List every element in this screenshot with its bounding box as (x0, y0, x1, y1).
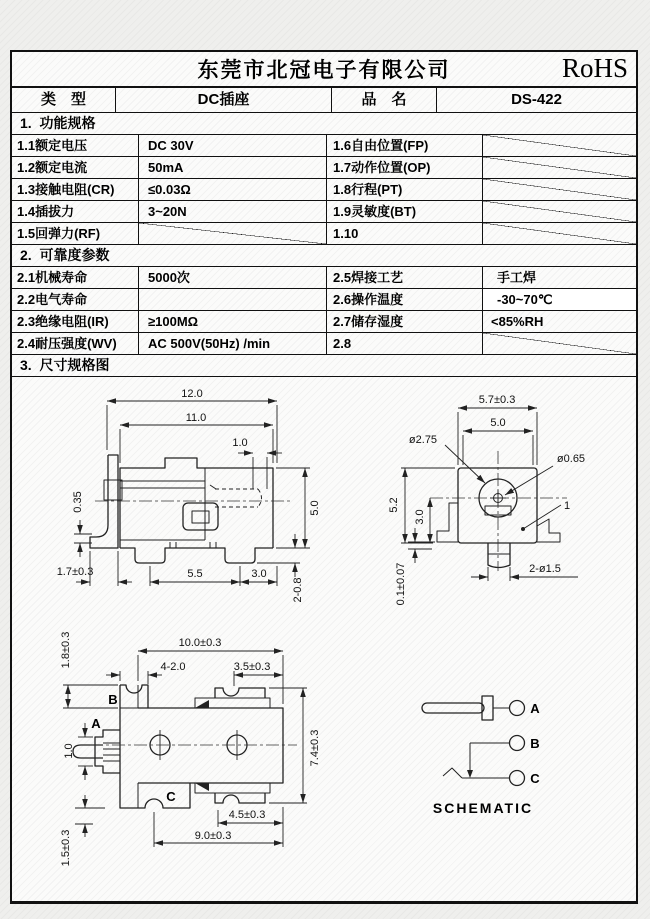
spec-label: 2.4耐压强度(WV) (12, 333, 139, 354)
spec-value-empty (483, 201, 636, 222)
dim-label: 11.0 (185, 412, 207, 424)
dim-label: 10.0±0.3 (178, 637, 222, 649)
schematic-drawing (405, 683, 595, 833)
dim-label: 2-ø1.5 (529, 563, 561, 575)
spec-label: 2.5焊接工艺 (327, 267, 483, 288)
spec-row (12, 135, 636, 157)
dim-label: 1.8±0.3 (60, 631, 72, 669)
side-view-drawing (50, 385, 340, 620)
spec-value: -30~70℃ (483, 289, 636, 310)
spec-row (12, 289, 636, 311)
spec-label: 2.7储存湿度 (327, 311, 483, 332)
spec-value: 50mA (139, 157, 327, 178)
spec-row (12, 267, 636, 289)
spec-row (12, 179, 636, 201)
dim-label: 3.0 (251, 568, 267, 580)
dim-label: 1.7±0.3 (56, 566, 94, 578)
switch-arrow (467, 770, 473, 778)
dimension-drawings-area (12, 377, 636, 906)
spec-label: 1.7动作位置(OP) (327, 157, 483, 178)
dim-label: 0.35 (72, 491, 84, 513)
spec-label: 2.8 (327, 333, 483, 354)
dim-label: 1.0 (63, 743, 75, 759)
spec-row (12, 201, 636, 223)
spec-value: 5000次 (139, 267, 327, 288)
spec-label: 1.3接触电阻(CR) (12, 179, 139, 200)
dim-label: 3.0 (414, 509, 426, 525)
spec-row (12, 311, 636, 333)
rohs-mark: RoHS (561, 53, 628, 83)
spec-row (12, 333, 636, 355)
spec-row (12, 157, 636, 179)
dim-label: ø2.75 (408, 434, 438, 446)
schematic-pin-b: B (530, 736, 540, 751)
spec-value-empty (483, 179, 636, 200)
spec-label: 1.8行程(PT) (327, 179, 483, 200)
schematic-title: SCHEMATIC (432, 800, 534, 816)
spec-value-empty (483, 223, 636, 244)
type-label: 类 型 (12, 88, 116, 112)
spec-value-empty (483, 135, 636, 156)
spec-label: 1.6自由位置(FP) (327, 135, 483, 156)
product-row (12, 88, 636, 113)
spec-value: DC 30V (139, 135, 327, 156)
dim-label: 4.5±0.3 (228, 809, 266, 821)
datasheet-page (10, 50, 638, 904)
pin-label-a: A (91, 716, 101, 731)
dim-label: 1.5±0.3 (60, 829, 72, 867)
spec-label: 2.1机械寿命 (12, 267, 139, 288)
spec-label: 1.9灵敏度(BT) (327, 201, 483, 222)
spec-value-empty (483, 333, 636, 354)
spec-label: 2.2电气寿命 (12, 289, 139, 310)
spec-label: 1.1额定电压 (12, 135, 139, 156)
dim-label: 9.0±0.3 (194, 830, 232, 842)
dim-label: 5.2 (388, 497, 400, 513)
part-callout: 1 (563, 500, 571, 512)
title-bar (12, 52, 636, 88)
name-value: DS-422 (511, 91, 562, 108)
dim-label: 0.1±0.07 (395, 562, 407, 606)
spec-value: 3~20N (139, 201, 327, 222)
name-label: 品 名 (332, 88, 437, 112)
spec-value: AC 500V(50Hz) /min (139, 333, 327, 354)
spec-value-empty (139, 223, 327, 244)
spec-row (12, 223, 636, 245)
type-value: DC插座 (116, 88, 332, 112)
dim-label: 2-0.8 (292, 577, 304, 603)
spec-label: 1.4插拔力 (12, 201, 139, 222)
company-name: 东莞市北冠电子有限公司 (197, 59, 451, 82)
front-view-drawing (375, 381, 633, 621)
dim-label: 5.0 (309, 500, 321, 516)
section-title-reliability: 2. 可靠度参数 (12, 245, 636, 267)
dim-label: 5.7±0.3 (478, 394, 516, 406)
spec-value-empty (483, 157, 636, 178)
spec-label: 1.2额定电流 (12, 157, 139, 178)
spec-value: ≤0.03Ω (139, 179, 327, 200)
dim-label: 4-2.0 (160, 661, 186, 673)
dim-label: 12.0 (181, 388, 203, 400)
spec-value: <85%RH (491, 314, 544, 329)
dim-label: 7.4±0.3 (309, 729, 321, 767)
section-title-functional: 1. 功能规格 (12, 113, 636, 135)
bottom-view-drawing (45, 618, 345, 878)
pin-label-b: B (108, 692, 118, 707)
spec-label: 1.5回弹力(RF) (12, 223, 139, 244)
spec-value: 手工焊 (497, 270, 537, 285)
spec-label: 1.10 (327, 223, 483, 244)
dim-label: 3.5±0.3 (233, 661, 271, 673)
dim-label: ø0.65 (556, 453, 586, 465)
dim-label: 5.5 (187, 568, 203, 580)
spec-value-empty (139, 289, 327, 310)
dim-label: 5.0 (490, 417, 506, 429)
pin-label-c: C (166, 789, 176, 804)
schematic-pin-a: A (530, 701, 540, 716)
dim-label: 1.0 (232, 437, 248, 449)
spec-label: 2.6操作温度 (327, 289, 483, 310)
spec-value: ≥100MΩ (139, 311, 327, 332)
schematic-pin-c: C (530, 771, 540, 786)
spec-label: 2.3绝缘电阻(IR) (12, 311, 139, 332)
section-title-dimensions: 3. 尺寸规格图 (12, 355, 636, 377)
